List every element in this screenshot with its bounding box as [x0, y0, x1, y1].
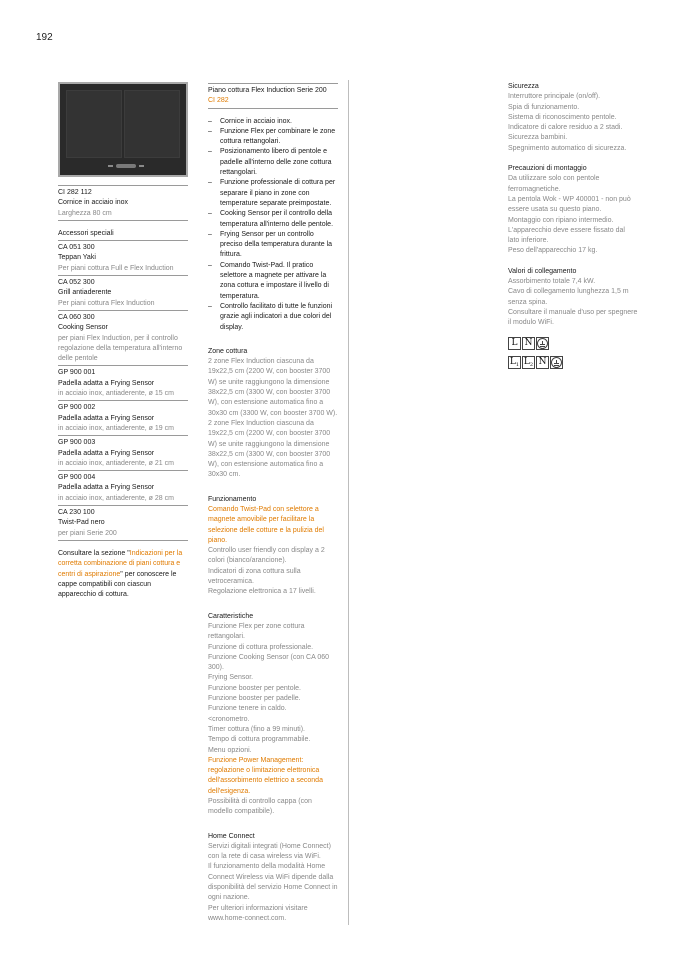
product-code: CI 282	[208, 97, 229, 105]
installation-text: Da utilizzare solo con pentole ferromagnetiche. La pentola Wok - WP 400001 - non può essere usata su questo piano. Montaggio con ripiano intermedio. L'apparecchio deve essere fissato dal lato inferiore. Peso dell'apparecchio 17 kg.	[508, 175, 631, 255]
home-connect-title: Home Connect	[208, 832, 255, 840]
twist-pad-icon	[116, 164, 136, 168]
accessory-item	[58, 438, 188, 471]
accessory-code: GP 900 001	[58, 369, 96, 377]
accessory-name: Teppan Yaki	[58, 254, 96, 262]
product-title: Piano cottura Flex Induction Serie 200	[208, 87, 327, 94]
accessory-code: CA 060 300	[58, 313, 95, 321]
accessory-item	[58, 508, 188, 541]
product-column	[58, 82, 188, 600]
feature-list	[208, 117, 338, 333]
symbol-l1: $L_1$	[509, 356, 520, 368]
divider	[58, 240, 188, 241]
symbol-l: L	[508, 337, 521, 350]
accessory-item	[58, 278, 188, 311]
accessory-desc: in acciaio inox, antiaderente, ø 21 cm	[58, 459, 174, 467]
divider	[58, 400, 188, 401]
accessory-code: GP 900 003	[58, 439, 96, 447]
accessory-name: Padella adatta a Frying Sensor	[58, 379, 155, 387]
accessory-code: GP 900 004	[58, 474, 96, 482]
safety-title: Sicurezza	[508, 83, 539, 90]
divider	[58, 185, 188, 186]
model-finish: Cornice in acciaio inox	[58, 199, 129, 207]
ground-icon	[550, 356, 563, 369]
specs-column	[508, 82, 638, 369]
single-phase-symbol	[508, 337, 638, 350]
accessory-code: CA 052 300	[58, 279, 95, 287]
accessory-desc: in acciaio inox, antiaderente, ø 15 cm	[58, 390, 174, 398]
installation-title: Precauzioni di montaggio	[508, 165, 587, 173]
divider	[58, 540, 188, 541]
accessory-name: Padella adatta a Frying Sensor	[58, 414, 155, 422]
accessory-item	[58, 243, 188, 276]
accessory-item	[58, 368, 188, 401]
accessory-item	[58, 313, 188, 366]
features-text-2: Possibilità di controllo cappa (con modello compatibile).	[208, 798, 312, 816]
accessory-desc: per piani Serie 200	[58, 529, 117, 537]
features-title: Caratteristiche	[208, 612, 254, 620]
accessory-name: Padella adatta a Frying Sensor	[58, 484, 155, 492]
two-phase-symbol	[508, 356, 638, 369]
accessory-desc: Per piani cottura Full e Flex Induction	[58, 264, 174, 272]
feature-item: – Cooking Sensor per il controllo della temperatura all'interno delle pentole.	[208, 209, 338, 230]
accessory-desc: per piani Flex Induction, per il controllo regolazione della temperatura all'interno delle pentole	[58, 334, 183, 363]
divider	[58, 310, 188, 311]
divider	[58, 220, 188, 221]
accessory-desc: Per piani cottura Flex Induction	[58, 299, 155, 307]
feature-item: – Frying Sensor per un controllo preciso della temperatura durante la frittura.	[208, 230, 338, 261]
compatibility-note: Consultare la sezione "Indicazioni per la corretta combinazione di piani cottura e centri di aspirazione" per conoscere le cappe compatibili con ciascun apparecchio di cottura.	[58, 549, 183, 599]
symbol-n: N	[522, 337, 535, 350]
model-width: Larghezza 80 cm	[58, 209, 112, 217]
cooktop-image	[58, 82, 188, 177]
accessory-code: CA 230 100	[58, 509, 95, 517]
features-text: Funzione Flex per zone cottura rettangolari. Funzione di cottura professionale. Funzione Cooking Sensor (con CA 060 300). Frying Sensor. Funzione booster per pentole. Funzione booster per padelle. Funzione tenere in caldo. <cronometro. Timer cottura (fino a 99 minuti). Tempo di cottura programmabile. Menu opzioni.	[208, 622, 330, 754]
symbol-l2: $L_2$	[523, 356, 534, 368]
divider	[58, 365, 188, 366]
connection-title: Valori di collegamento	[508, 267, 577, 275]
accessories-title: Accessori speciali	[58, 229, 114, 237]
func-title: Funzionamento	[208, 495, 257, 503]
zone-text: 2 zone Flex Induction ciascuna da 19x22,5 cm (2200 W, con booster 3700 W) se unite raggiungono la dimensione 38x22,5 cm (3300 W, con booster 3700 W), con estensione automatica fino a 30x30 cm (3300 W, con booster 3700 W). 2 zone Flex Induction ciascuna da 19x22,5 cm (2200 W, con booster 3700 W) se unite raggiungono la dimensione 38x22,5 cm (3300 W, con booster 3700 W), con estensione automatica fino a 30x30 cm.	[208, 358, 338, 479]
accessory-item	[58, 473, 188, 506]
divider	[58, 470, 188, 471]
ground-icon	[536, 337, 549, 350]
divider	[58, 275, 188, 276]
func-highlight: Comando Twist-Pad con selettore a magnete amovibile per facilitare la selezione delle cotture e la pulizia del piano.	[208, 505, 324, 544]
divider	[208, 83, 338, 84]
note-link: Indicazioni per la corretta combinazione di piani cottura e centri di aspirazione	[58, 549, 183, 578]
feature-item: – Funzione professionale di cottura per separare il piano in zone con temperature separate preimpostate.	[208, 178, 338, 209]
accessory-name: Twist-Pad nero	[58, 519, 105, 527]
accessory-code: GP 900 002	[58, 404, 96, 412]
accessory-desc: in acciaio inox, antiaderente, ø 28 cm	[58, 494, 174, 502]
accessory-name: Grill antiaderente	[58, 289, 112, 297]
description-column	[208, 82, 338, 924]
divider	[208, 108, 338, 109]
accessory-name: Cooking Sensor	[58, 324, 108, 332]
accessory-item	[58, 403, 188, 436]
accessory-desc: in acciaio inox, antiaderente, ø 19 cm	[58, 424, 174, 432]
model-code: CI 282 112	[58, 189, 92, 196]
feature-item: – Cornice in acciaio inox.	[208, 117, 338, 127]
page-number: 192	[36, 32, 53, 43]
accessory-code: CA 051 300	[58, 244, 95, 252]
divider	[58, 435, 188, 436]
column-divider	[348, 80, 349, 925]
feature-item: – Posizionamento libero di pentole e padelle all'interno delle zone cottura rettangolari.	[208, 147, 338, 178]
feature-item: – Controllo facilitato di tutte le funzioni grazie agli indicatori a due colori del display.	[208, 302, 338, 333]
func-text: Controllo user friendly con display a 2 colori (bianco/arancione). Indicatori di zona cottura sulla vetroceramica. Regolazione elettronica a 17 livelli.	[208, 547, 325, 596]
symbol-n: N	[536, 356, 549, 369]
features-highlight: Funzione Power Management: regolazione o limitazione elettronica dell'assorbimento elettrico a seconda dell'esigenza.	[208, 756, 323, 795]
accessory-name: Padella adatta a Frying Sensor	[58, 449, 155, 457]
divider	[58, 505, 188, 506]
connection-text: Assorbimento totale 7,4 kW. Cavo di collegamento lunghezza 1,5 m senza spina. Consultare il manuale d'uso per spegnere il modulo WiFi.	[508, 278, 638, 327]
feature-item: – Funzione Flex per combinare le zone cottura rettangolari.	[208, 127, 338, 148]
accessories-list	[58, 243, 188, 541]
zone-title: Zone cottura	[208, 347, 248, 355]
home-connect-text: Servizi digitali integrati (Home Connect) con la rete di casa wireless via WiFi. Il funzionamento della modalità Home Connect Wireless via WiFi dipende dalla disponibilità del servizio Home Connect in ogni nazione. Per ulteriori informazioni visitare www.home-connect.com.	[208, 842, 338, 922]
feature-item: – Comando Twist-Pad. Il pratico selettore a magnete per attivare la zona cottura e impostare il livello di temperatura.	[208, 261, 338, 302]
safety-text: Interruttore principale (on/off). Spia di funzionamento. Sistema di riconoscimento pentole. Indicatore di calore residuo a 2 stadi. Sicurezza bambini. Spegnimento automatico di sicurezza.	[508, 93, 627, 152]
